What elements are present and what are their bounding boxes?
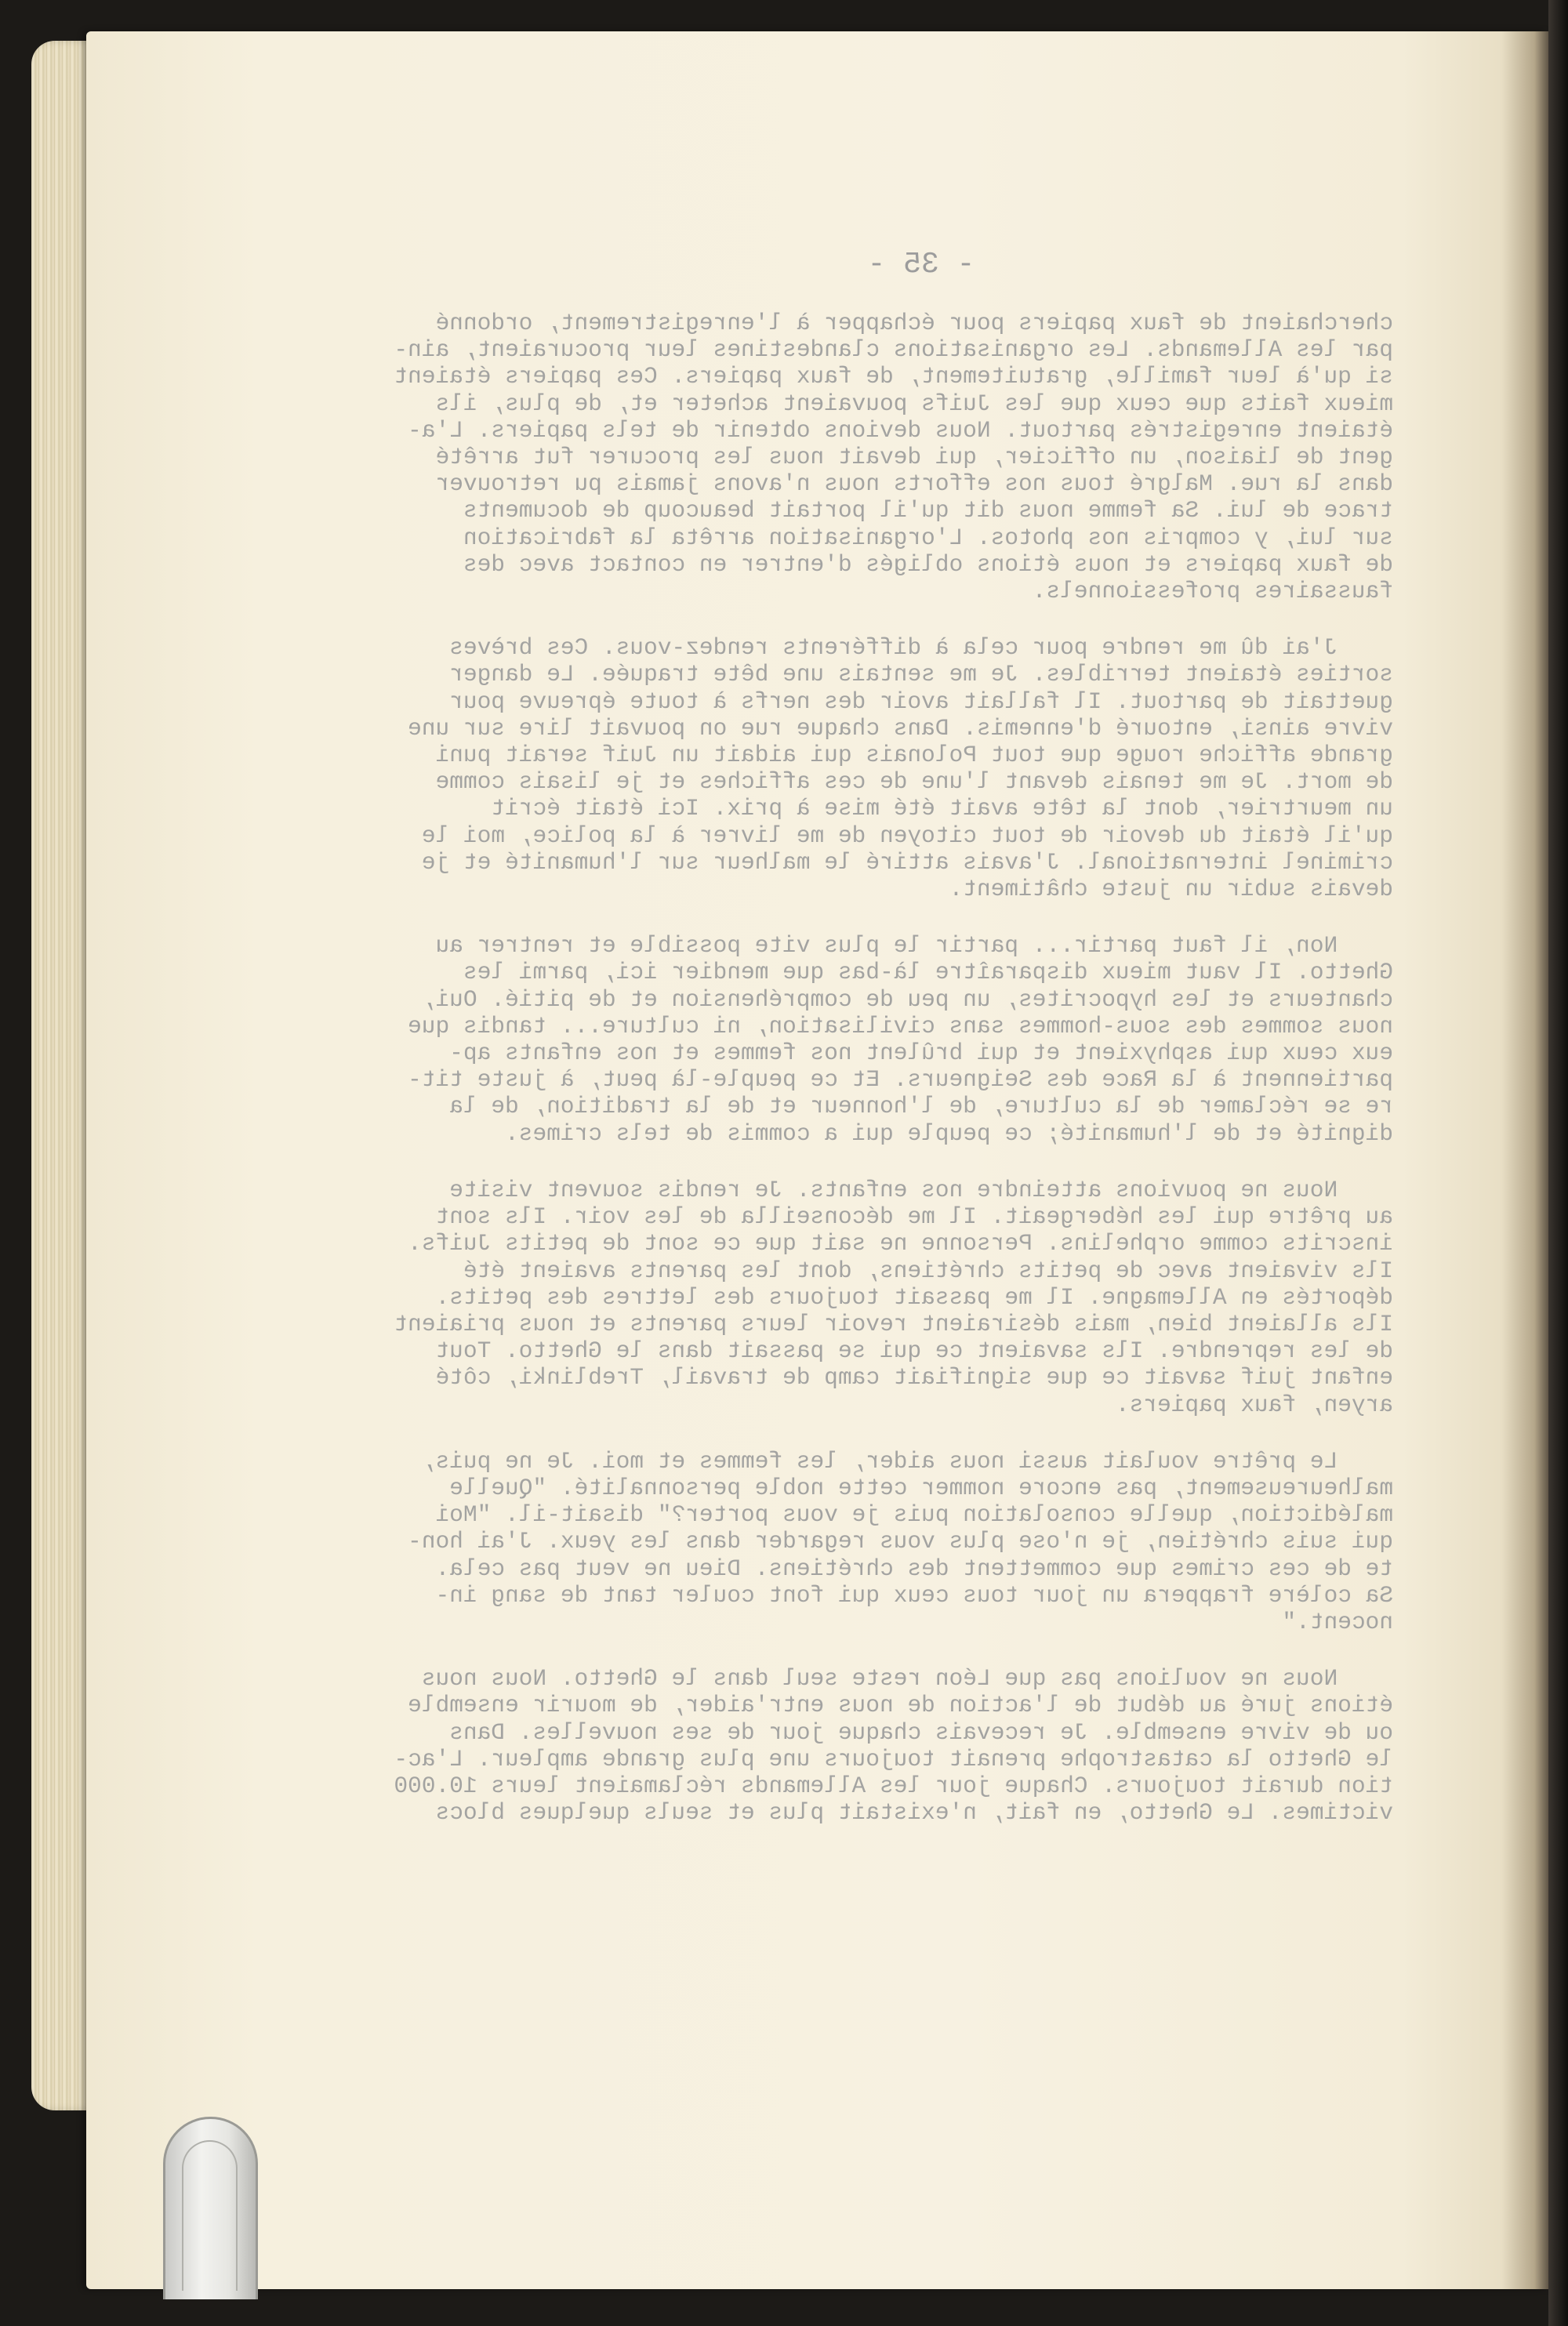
text-line: J'ai dû me rendre pour cela à différents rendez-vous. Ces brèves	[449, 634, 1393, 662]
text-line: qui suis chrétien, je n'ose plus vous regarder dans les yeux. J'ai hon-	[408, 1528, 1393, 1555]
text-line: de les reprendre. Ils savaient ce qui se passait dans le Ghetto. Tout	[435, 1337, 1393, 1365]
text-line: malédiction, quelle consolation puis je vous porter?" disait-il. "Moi	[435, 1501, 1393, 1529]
page-number: - 35 -	[867, 248, 975, 281]
text-line: grande affiche rouge que tout Polonais qui aidait un Juif serait puni	[435, 742, 1393, 769]
text-line: un meurtrier, dont la tête avait été mise à prix. Ici était écrit	[491, 795, 1393, 822]
text-line: ou de vivre ensemble. Je recevais chaque jour de ses nouvelles. Dans	[449, 1718, 1393, 1746]
text-line: devais subir un juste châtiment.	[949, 876, 1393, 903]
text-line: étaient enregistrés partout. Nous devions obtenir de tels papiers. L'a-	[408, 416, 1393, 444]
text-line: malheureusement, pas encore nommer cette noble personnalité. "Quelle	[449, 1474, 1393, 1501]
paragraph	[166, 932, 1393, 1147]
text-line: au prêtre qui les hébergeait. Il me déconseilla de les voir. Ils sont	[435, 1203, 1393, 1231]
text-line: par les Allemands. Les organisations clandestines leur procuraient, ain-	[394, 336, 1393, 364]
text-line: nous sommes des sous-hommes sans civilisation, ni culture... tandis que	[408, 1012, 1393, 1040]
text-line: mieux faits que ceux que les Juifs pouvaient acheter et, de plus, ils	[435, 390, 1393, 417]
text-line: Ghetto. Il vaut mieux disparaître là-bas que mendier ici, parmi les	[463, 959, 1393, 986]
text-line: Ils allaient bien, mais désiraient revoir leurs parents et nous priaient	[394, 1310, 1393, 1337]
paragraph	[166, 1177, 1393, 1418]
text-line: de mort. Je me tenais devant l'une de ces affiches et je lisais comme	[435, 768, 1393, 796]
text-line: eux ceux qui asphyxient et qui brûlent nos femmes et nos enfants ap-	[449, 1040, 1393, 1067]
text-line: partiennent à la Race des Seigneurs. Et ce peuple-là peut, à juste tit-	[408, 1066, 1393, 1094]
text-line: dignité et de l'humanité; ce peuple qui a commis de tels crimes.	[505, 1119, 1393, 1147]
paragraph	[166, 1665, 1393, 1826]
text-line: tion durait toujours. Chaque jour les Allemands réclamaient leurs 10.000	[394, 1772, 1393, 1799]
text-line: de faux papiers et nous étions obligés d'entrer en contact avec des	[463, 550, 1393, 578]
text-line: cherchaient de faux papiers pour échapper à l'enregistrement, ordonné	[435, 310, 1393, 336]
mirrored-bleed-through-text	[166, 310, 1393, 2160]
page-clip-inner	[182, 2140, 238, 2291]
text-line: victimes. Le Ghetto, en fait, n'existait plus et seuls quelques blocs	[435, 1799, 1393, 1827]
text-line: déportés en Allemagne. Il me passait toujours des lettres des petits.	[435, 1283, 1393, 1311]
paragraph	[166, 1448, 1393, 1635]
text-line: aryen, faux papiers.	[1115, 1391, 1393, 1418]
text-line: Sa colère frappera un jour tous ceux qui font couler tant de sang in-	[435, 1581, 1393, 1609]
text-line: nocent."	[1282, 1608, 1393, 1635]
text-line: Nous ne pouvions atteindre nos enfants. Je rendis souvent visite	[449, 1176, 1393, 1203]
text-line: Non, il faut partir... partir le plus vite possible et rentrer au	[435, 932, 1393, 960]
text-line: qu'il était du devoir de tout citoyen de me livrer à la police, moi le	[421, 822, 1393, 849]
text-line: re se réclamer de la culture, de l'honneur et de la tradition, de la	[449, 1093, 1393, 1120]
text-line: vivre ainsi, entouré d'ennemis. Dans chaque rue on pouvait lire sur une	[408, 714, 1393, 742]
text-line: dans la rue. Malgré tous nos efforts nous n'avons jamais pu retrouver	[435, 470, 1393, 498]
text-line: étions juré au début de l'action de nous entr'aider, de mourir ensemble	[408, 1692, 1393, 1719]
text-line: enfant juif savait ce que signifiait camp de travail, Treblinki, côté	[435, 1364, 1393, 1392]
text-line: gent de liaison, un officier, qui devait nous les procurer fut arrêté	[435, 444, 1393, 471]
text-line: Le prêtre voulait aussi nous aider, les femmes et moi. Je ne puis,	[421, 1447, 1393, 1475]
text-line: chanteurs et les hypocrites, un peu de compréhension et de pitié. Oui,	[421, 985, 1393, 1013]
text-line: Nous ne voulions pas que Léon reste seul dans le Ghetto. Nous nous	[421, 1665, 1393, 1693]
text-line: faussaires professionnels.	[1032, 578, 1393, 605]
text-line: guettait de partout. Il fallait avoir des nerfs à toute épreuve pour	[449, 688, 1393, 715]
text-line: sorties étaient terribles. Je me sentais une bête traquée. Le danger	[449, 661, 1393, 688]
paragraph	[166, 634, 1393, 902]
text-line: si qu'à leur famille, gratuitement, de faux papiers. Ces papiers étaient	[394, 363, 1393, 390]
text-line: sur lui, y compris nos photos. L'organisation arrêta la fabrication	[463, 524, 1393, 551]
binding-edge	[1548, 0, 1568, 2326]
text-line: te de ces crimes que commettent des chrétiens. Dieu ne veut pas cela.	[435, 1555, 1393, 1582]
text-line: criminel international. J'avais attiré le malheur sur l'humanité et je	[421, 848, 1393, 876]
text-line: le Ghetto la catastrophe prenait toujours une plus grande ampleur. L'ac-	[394, 1745, 1393, 1773]
paragraph	[166, 310, 1393, 604]
text-line: Ils vivaient avec de petits chrétiens, dont les parents avaient été	[463, 1257, 1393, 1284]
text-line: inscrits comme orphelins. Personne ne sait que ce sont de petits Juifs.	[408, 1230, 1393, 1257]
text-line: trace de lui. Sa femme nous dit qu'il portait beaucoup de documents	[463, 497, 1393, 524]
page-gutter-shadow	[1501, 31, 1548, 2289]
